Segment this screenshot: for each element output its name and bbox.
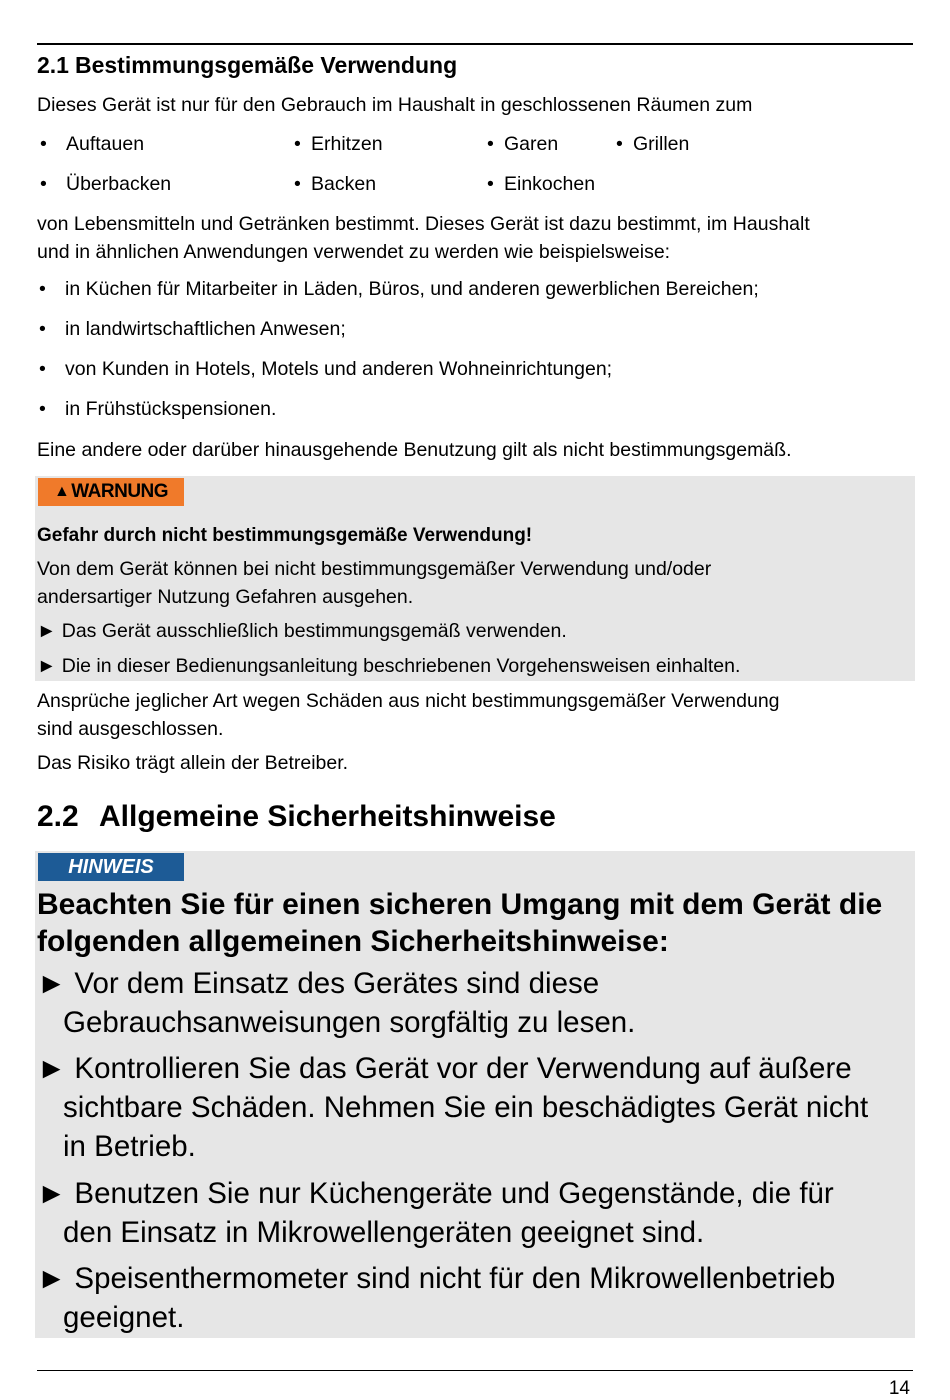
bullet-icon — [294, 133, 311, 156]
notice-item: ► Speisenthermometer sind nicht für den Mikrowellenbetrieb geeignet. — [37, 1262, 836, 1334]
list-item: •in Küchen für Mitarbeiter in Läden, Büros, und anderen gewerblichen Bereichen; — [37, 278, 759, 301]
use-item: • Erhitzen — [294, 133, 383, 156]
use-item: • Einkochen — [487, 173, 595, 196]
bullet-icon — [487, 173, 504, 196]
arrow-right-icon: ► — [37, 967, 67, 1000]
warning-triangle-icon: ▲ — [53, 483, 70, 500]
risk-text: Das Risiko trägt allein der Betreiber. — [37, 752, 349, 774]
bullet-icon — [616, 133, 633, 156]
bullet-icon — [37, 318, 65, 341]
list-item: •in Frühstückspensionen. — [37, 398, 276, 421]
section-number: 2.2 — [37, 800, 79, 833]
section-2-2-heading — [37, 800, 556, 834]
bullet-icon — [37, 358, 65, 381]
warning-text: Von dem Gerät können bei nicht bestimmungsgemäßer Verwendung und/oder andersartiger Nutzung Gefahren ausgehen. — [37, 558, 712, 608]
claims-text: Ansprüche jeglicher Art wegen Schäden aus nicht bestimmungsgemäßer Verwendung sind ausgeschlossen. — [37, 690, 780, 740]
list-item: •in landwirtschaftlichen Anwesen; — [37, 318, 346, 341]
usage-paragraph: von Lebensmitteln und Getränken bestimmt. Dieses Gerät ist dazu bestimmt, im Haushalt und in ähnlichen Anwendungen verwendet zu werden wie beispielsweise: — [37, 213, 810, 263]
use-item: • Grillen — [616, 133, 689, 156]
arrow-right-icon: ► — [37, 1262, 67, 1295]
intro-text: Dieses Gerät ist nur für den Gebrauch im Haushalt in geschlossenen Räumen zum — [37, 94, 753, 116]
misuse-text: Eine andere oder darüber hinausgehende Benutzung gilt als nicht bestimmungsgemäß. — [37, 439, 792, 461]
notice-label: HINWEIS — [38, 853, 184, 881]
notice-item: ► Vor dem Einsatz des Gerätes sind diese Gebrauchsanweisungen sorgfältig zu lesen. — [37, 967, 636, 1039]
top-rule — [37, 43, 913, 45]
notice-item: ► Benutzen Sie nur Küchengeräte und Gegenstände, die für den Einsatz in Mikrowellengeräten geeignet sind. — [37, 1177, 834, 1249]
bullet-icon — [40, 173, 66, 196]
list-item: •von Kunden in Hotels, Motels und anderen Wohneinrichtungen; — [37, 358, 612, 381]
bullet-icon — [40, 133, 66, 156]
notice-title: Beachten Sie für einen sicheren Umgang mit dem Gerät die folgenden allgemeinen Sicherheitshinweise: — [37, 888, 883, 958]
arrow-right-icon: ► — [37, 1177, 67, 1210]
arrow-right-icon: ► — [37, 620, 57, 642]
warning-step: ► Die in dieser Bedienungsanleitung beschriebenen Vorgehensweisen einhalten. — [37, 652, 913, 680]
bottom-rule — [37, 1370, 913, 1371]
section-title: Allgemeine Sicherheitshinweise — [99, 800, 556, 833]
bullet-icon — [487, 133, 504, 156]
arrow-right-icon: ► — [37, 655, 57, 677]
warning-title: Gefahr durch nicht bestimmungsgemäße Verwendung! — [37, 525, 533, 546]
warning-label: ▲ WARNUNG — [38, 478, 184, 506]
notice-item: ► Kontrollieren Sie das Gerät vor der Verwendung auf äußere sichtbare Schäden. Nehmen Sie ein beschädigtes Gerät nicht in Betrieb. — [37, 1052, 869, 1163]
bullet-icon — [294, 173, 311, 196]
section-number: 2.1 — [37, 52, 69, 78]
bullet-icon — [37, 278, 65, 301]
arrow-right-icon: ► — [37, 1052, 67, 1085]
warning-step: ► Das Gerät ausschließlich bestimmungsgemäß verwenden. — [37, 617, 913, 645]
section-title: Bestimmungsgemäße Verwendung — [74, 52, 458, 78]
use-item: •Auftauen — [40, 133, 144, 156]
use-item: • Garen — [487, 133, 558, 156]
use-item: •Überbacken — [40, 173, 171, 196]
section-2-1-heading — [37, 52, 457, 79]
bullet-icon — [37, 398, 65, 421]
use-item: • Backen — [294, 173, 376, 196]
page-number: 14 — [888, 1378, 910, 1399]
